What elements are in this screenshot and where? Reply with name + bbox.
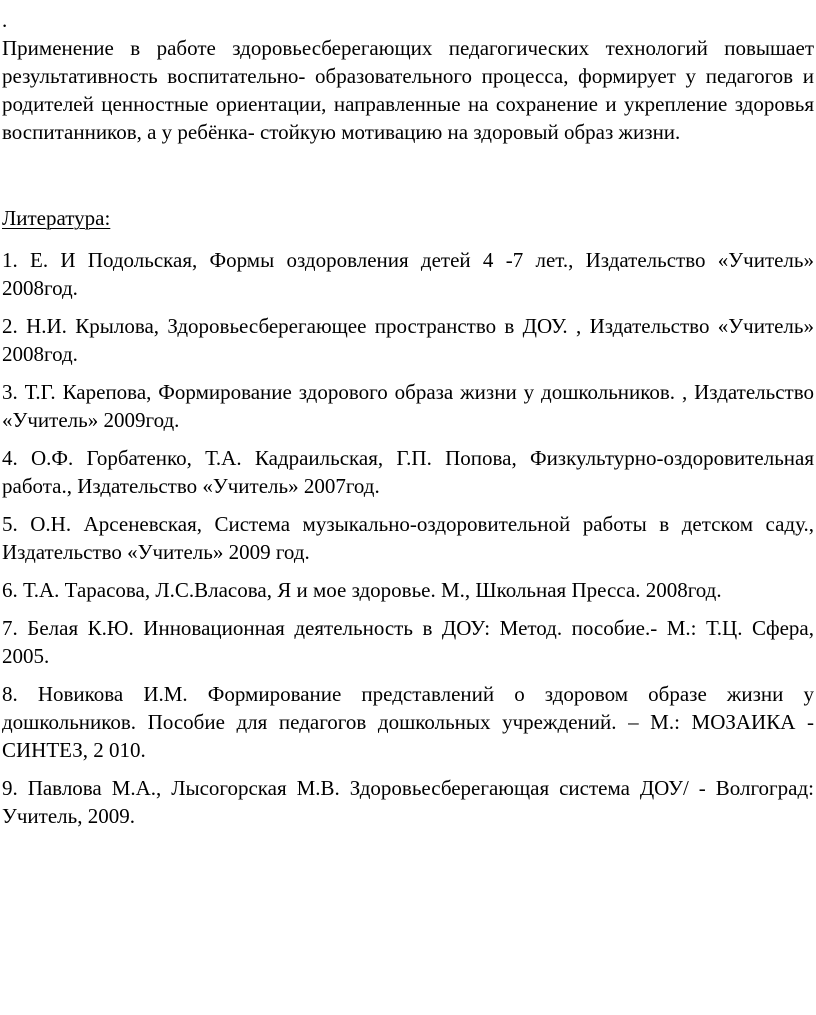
reference-item: 1. Е. И Подольская, Формы оздоровления детей 4 -7 лет., Издательство «Учитель» 2008год.: [2, 248, 814, 300]
reference-item: 9. Павлова М.А., Лысогорская М.В. Здоровьесберегающая система ДОУ/ - Волгоград: Учитель, 2009.: [2, 776, 814, 828]
intro-paragraph: Применение в работе здоровьесберегающих педагогических технологий повышает результативность воспитательно- образовательного процесса, формирует у педагогов и родителей ценностные ориентации, направленные на сохранение и укрепление здоровья воспитанников, а у ребёнка- стойкую мотивацию на здоровый образ жизни.: [2, 36, 814, 144]
reference-item: 7. Белая К.Ю. Инновационная деятельность в ДОУ: Метод. пособие.- М.: Т.Ц. Сфера, 2005.: [2, 616, 814, 668]
leading-mark: .: [2, 8, 8, 32]
reference-list: [2, 246, 814, 830]
reference-item: 3. Т.Г. Карепова, Формирование здорового образа жизни у дошкольников. , Издательство «Учитель» 2009год.: [2, 380, 814, 432]
reference-item: 5. О.Н. Арсеневская, Система музыкально-оздоровительной работы в детском саду., Издательство «Учитель» 2009 год.: [2, 512, 814, 564]
literature-heading: Литература:: [2, 206, 111, 230]
reference-item: 4. О.Ф. Горбатенко, Т.А. Кадраильская, Г.П. Попова, Физкультурно-оздоровительная работа., Издательство «Учитель» 2007год.: [2, 446, 814, 498]
reference-item: 8. Новикова И.М. Формирование представлений о здоровом образе жизни у дошкольников. Пособие для педагогов дошкольных учреждений. – М.: МОЗАИКА - СИНТЕЗ, 2 010.: [2, 682, 814, 762]
reference-item: 6. Т.А. Тарасова, Л.С.Власова, Я и мое здоровье. М., Школьная Пресса. 2008год.: [2, 578, 722, 602]
reference-item: 2. Н.И. Крылова, Здоровьесберегающее пространство в ДОУ. , Издательство «Учитель» 2008год.: [2, 314, 814, 366]
